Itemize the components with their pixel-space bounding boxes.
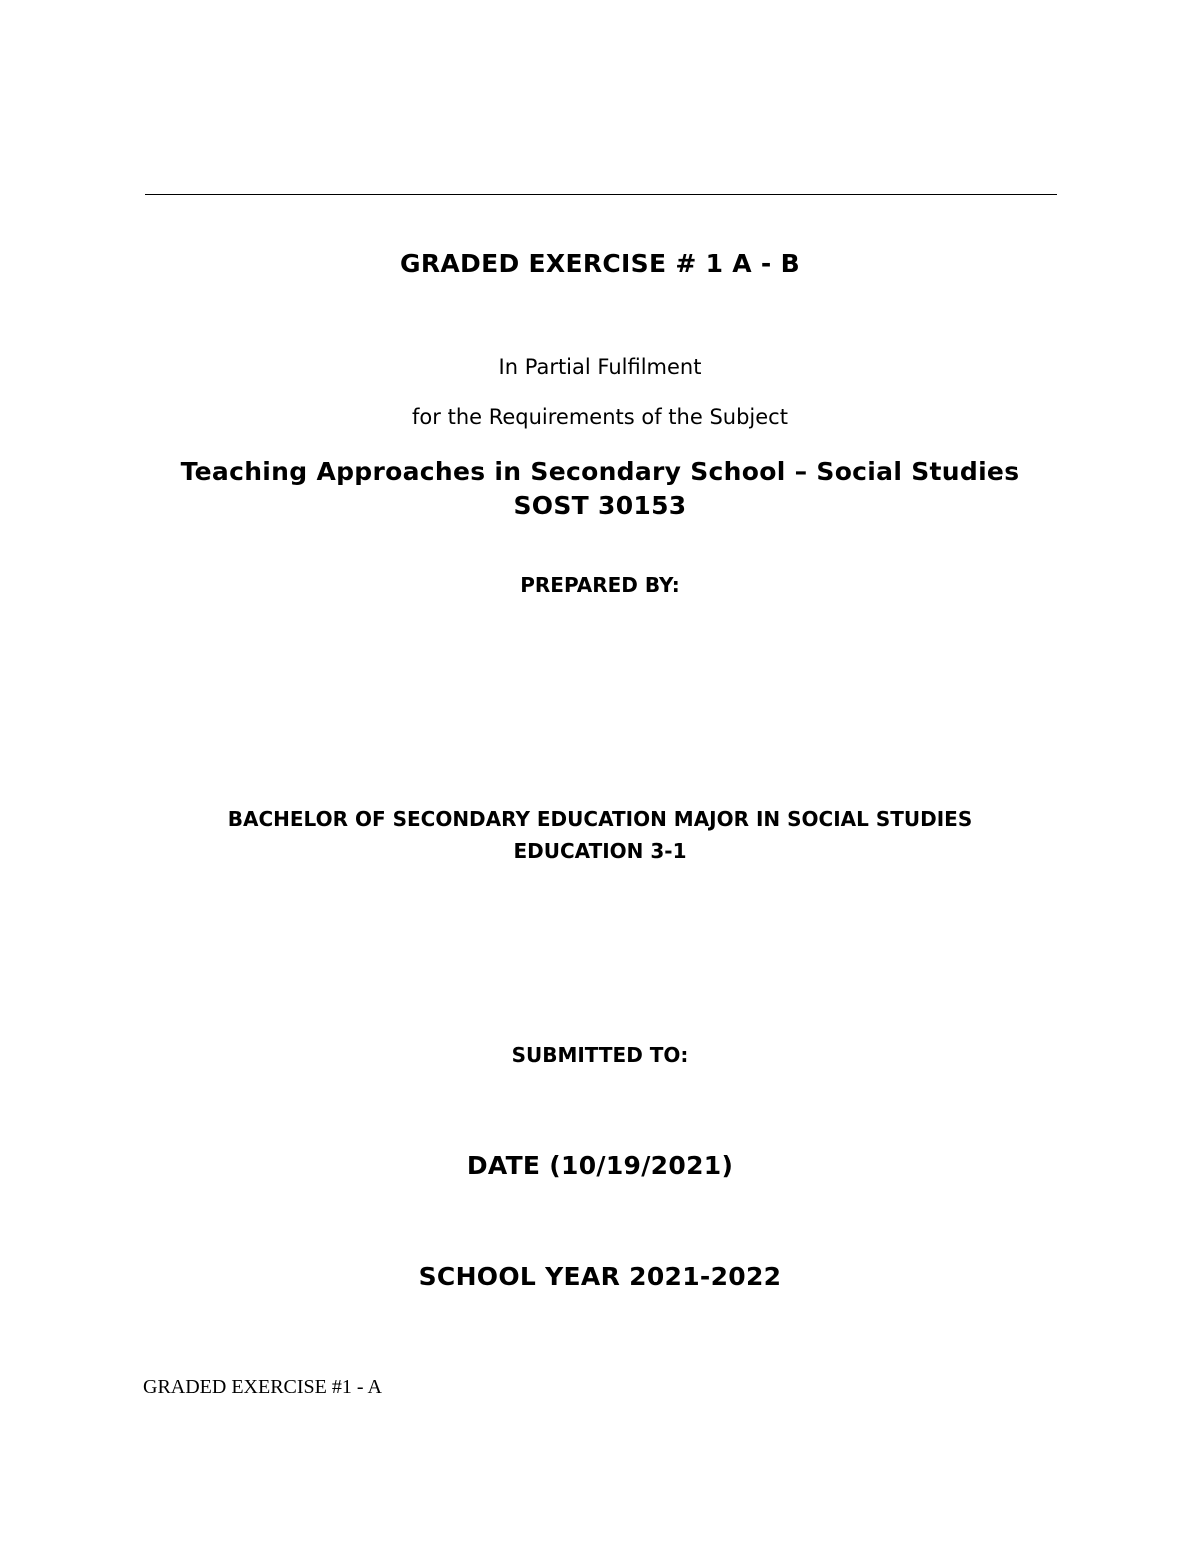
date-line: DATE (10/19/2021) [466, 1151, 734, 1180]
document-title: GRADED EXERCISE # 1 A - B [400, 249, 800, 278]
prepared-by-label: PREPARED BY: [520, 573, 680, 597]
page-footer: GRADED EXERCISE #1 - A [143, 1376, 382, 1398]
subject-title: Teaching Approaches in Secondary School – Social Studies [180, 457, 1020, 486]
top-horizontal-rule [145, 194, 1057, 195]
submitted-to-label: SUBMITTED TO: [511, 1043, 689, 1067]
subject-code: SOST 30153 [513, 491, 687, 520]
requirements-line: for the Requirements of the Subject [412, 405, 788, 429]
program-line-2: EDUCATION 3-1 [513, 839, 687, 863]
partial-fulfilment-line: In Partial Fulfilment [498, 355, 702, 379]
program-line-1: BACHELOR OF SECONDARY EDUCATION MAJOR IN SOCIAL STUDIES [227, 807, 973, 831]
school-year-line: SCHOOL YEAR 2021-2022 [418, 1262, 782, 1291]
